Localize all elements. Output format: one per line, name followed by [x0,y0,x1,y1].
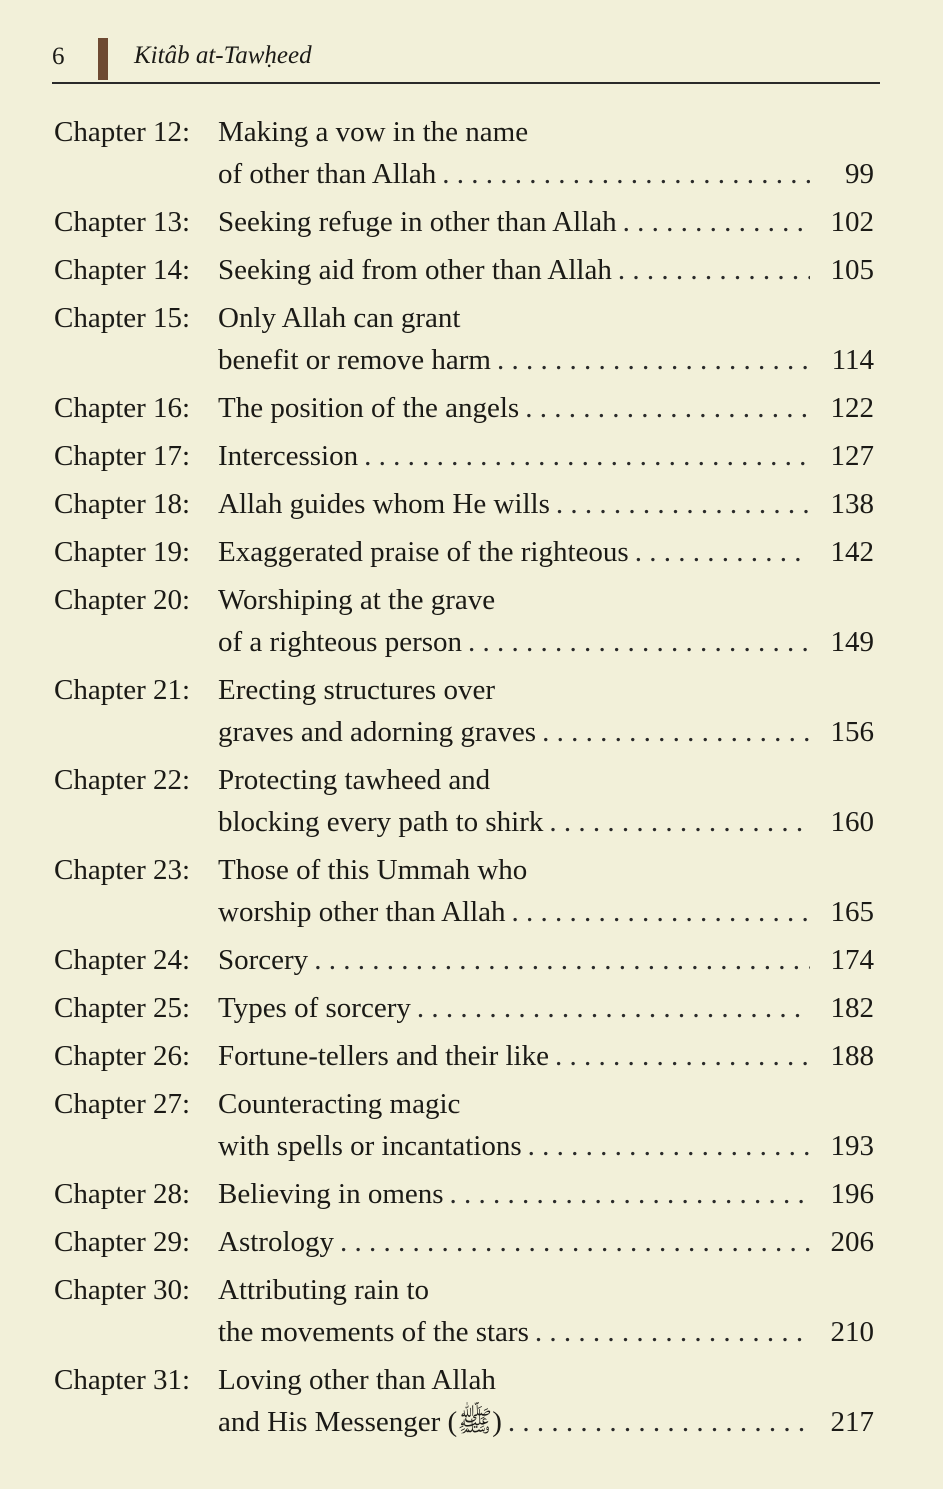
page-reference: 114 [831,344,874,376]
chapter-title-with-leader [218,988,810,1028]
page-reference: 174 [830,944,874,976]
chapter-number: Chapter 25: [54,992,191,1024]
chapter-title-line1: Counteracting magic [218,1088,461,1120]
chapter-number: Chapter 27: [54,1088,191,1120]
page-reference: 182 [830,992,874,1024]
toc-entry [54,250,880,290]
page-reference: 105 [830,254,874,286]
toc-entry [54,1036,880,1076]
chapter-title: Seeking refuge in other than Allah [218,206,617,238]
chapter-title: Sorcery [218,944,309,976]
dot-leader [491,340,810,380]
chapter-title-with-leader [218,154,810,194]
chapter-title: Fortune-tellers and their like [218,1040,549,1072]
dot-leader [358,436,810,476]
toc-entry [54,670,880,752]
chapter-title-with-leader [218,1222,810,1262]
chapter-title: Types of sorcery [218,992,411,1024]
page-reference: 196 [830,1178,874,1210]
chapter-title: Intercession [218,440,359,472]
chapter-number: Chapter 26: [54,1040,191,1072]
chapter-title: Allah guides whom He wills [218,488,550,520]
dot-leader [543,802,810,842]
chapter-number: Chapter 12: [54,116,191,148]
chapter-title-with-leader [218,202,810,242]
chapter-number: Chapter 30: [54,1274,191,1306]
chapter-title: Exaggerated praise of the righteous [218,536,629,568]
chapter-title-with-leader [218,712,810,752]
dot-leader [629,532,810,572]
chapter-title: the movements of the stars [218,1316,529,1348]
book-title: Kitâb at-Tawḥeed [134,42,312,69]
chapter-title-with-leader [218,1036,810,1076]
toc-entry [54,436,880,476]
chapter-title: of a righteous person [218,626,463,658]
chapter-title: The position of the angels [218,392,520,424]
page-reference: 165 [830,896,874,928]
dot-leader [549,1036,810,1076]
dot-leader [536,712,810,752]
chapter-title-with-leader [218,1402,810,1442]
toc-entry [54,580,880,662]
chapter-title-line1: Loving other than Allah [218,1364,496,1396]
toc-entry [54,484,880,524]
toc-entry [54,1270,880,1352]
page-reference: 188 [830,1040,874,1072]
dot-leader [436,154,810,194]
chapter-title: worship other than Allah [218,896,506,928]
chapter-title-with-leader [218,802,810,842]
dot-leader [550,484,810,524]
dot-leader [522,1126,810,1166]
chapter-number: Chapter 23: [54,854,191,886]
chapter-number: Chapter 14: [54,254,191,286]
chapter-title-line1: Those of this Ummah who [218,854,528,886]
chapter-title: blocking every path to shirk [218,806,544,838]
page-reference: 193 [830,1130,874,1162]
toc-entry [54,1222,880,1262]
page-number: 6 [52,43,65,70]
chapter-title-with-leader [218,1174,810,1214]
page-reference: 210 [830,1316,874,1348]
chapter-number: Chapter 16: [54,392,191,424]
chapter-number: Chapter 17: [54,440,191,472]
page-reference: 149 [830,626,874,658]
chapter-title: benefit or remove harm [218,344,491,376]
toc-entry [54,760,880,842]
toc-entry [54,112,880,194]
chapter-title: with spells or incantations [218,1130,522,1162]
chapter-number: Chapter 13: [54,206,191,238]
chapter-number: Chapter 29: [54,1226,191,1258]
chapter-title-with-leader [218,1312,810,1352]
page-reference: 217 [830,1406,874,1438]
page-reference: 156 [830,716,874,748]
chapter-title: graves and adorning graves [218,716,537,748]
chapter-number: Chapter 19: [54,536,191,568]
chapter-title-with-leader [218,484,810,524]
page-reference: 138 [830,488,874,520]
chapter-title-with-leader [218,250,810,290]
toc-entry [54,388,880,428]
chapter-title-with-leader [218,892,810,932]
toc-entry [54,1360,880,1442]
chapter-title-line1: Only Allah can grant [218,302,461,334]
dot-leader [506,892,810,932]
dot-leader [308,940,810,980]
chapter-title-with-leader [218,622,810,662]
dot-leader [519,388,810,428]
toc-entry [54,850,880,932]
dot-leader [411,988,810,1028]
page-reference: 122 [830,392,874,424]
page-reference: 142 [830,536,874,568]
chapter-title-line1: Making a vow in the name [218,116,529,148]
dot-leader [462,622,810,662]
chapter-title: of other than Allah [218,158,437,190]
dot-leader [612,250,810,290]
chapter-title: Seeking aid from other than Allah [218,254,612,286]
chapter-title-with-leader [218,940,810,980]
chapter-number: Chapter 20: [54,584,191,616]
chapter-title-with-leader [218,436,810,476]
chapter-title: Believing in omens [218,1178,444,1210]
toc-entry [54,202,880,242]
chapter-number: Chapter 28: [54,1178,191,1210]
dot-leader [529,1312,810,1352]
chapter-title-with-leader [218,340,810,380]
chapter-number: Chapter 18: [54,488,191,520]
toc-entry [54,940,880,980]
chapter-title: and His Messenger (ﷺ) [218,1406,502,1438]
chapter-title-line1: Attributing rain to [218,1274,430,1306]
toc-entry [54,532,880,572]
chapter-number: Chapter 21: [54,674,191,706]
toc-entry [54,298,880,380]
toc-entry [54,1084,880,1166]
page-reference: 160 [830,806,874,838]
page-reference: 102 [830,206,874,238]
chapter-title-with-leader [218,532,810,572]
chapter-title-line1: Worshiping at the grave [218,584,496,616]
page-reference: 99 [845,158,874,190]
chapter-number: Chapter 15: [54,302,191,334]
page-reference: 127 [830,440,874,472]
chapter-number: Chapter 31: [54,1364,191,1396]
dot-leader [444,1174,810,1214]
chapter-title: Astrology [218,1226,334,1258]
chapter-number: Chapter 22: [54,764,191,796]
toc-entry [54,1174,880,1214]
chapter-title-with-leader [218,388,810,428]
chapter-title-line1: Erecting structures over [218,674,496,706]
dot-leader [502,1402,810,1442]
chapter-title-with-leader [218,1126,810,1166]
chapter-number: Chapter 24: [54,944,191,976]
dot-leader [334,1222,810,1262]
toc-entry [54,988,880,1028]
page-reference: 206 [830,1226,874,1258]
dot-leader [617,202,810,242]
chapter-title-line1: Protecting tawheed and [218,764,491,796]
